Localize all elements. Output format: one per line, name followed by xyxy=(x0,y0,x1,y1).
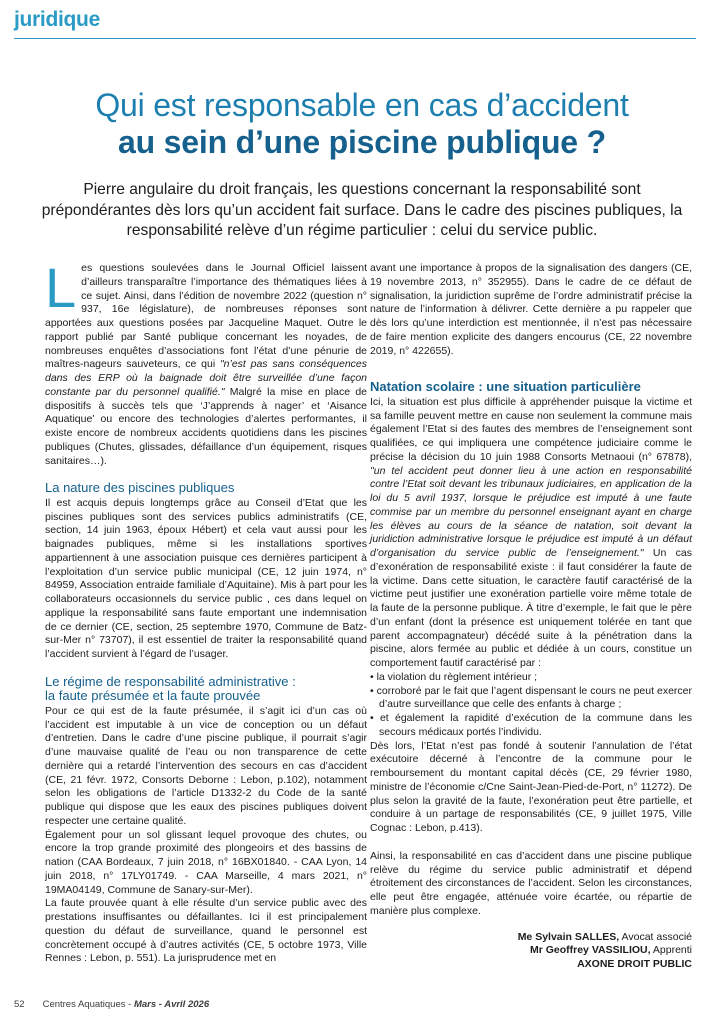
section-heading-regime: Le régime de responsabilité administrative : la faute présumée et la faute prouvée xyxy=(45,673,296,704)
conclusion-paragraph: Ainsi, la responsabilité en cas d’accident dans une piscine publique relève du régime du service public administratif et dépend étroitement des circonstances de l’accident. Selon les circonstances, elle peut être engagée, atténuée voire écartée, ou répartie de manière plus complexe. xyxy=(370,849,692,917)
author-1: Me Sylvain SALLES, Avocat associé xyxy=(517,930,692,943)
lead-paragraph: Pierre angulaire du droit français, les questions concernant la responsabilité sont prépondérantes dès lors qu’un accident fait surface. Dans le cadre des piscines publiques, la responsabilité relève d’un régime particulier : celui du service public. xyxy=(41,181,683,239)
author-2: Mr Geoffrey VASSILIOU, Apprenti xyxy=(529,944,692,956)
page-footer xyxy=(14,999,209,1010)
intro-text-end: Malgré la mise en place de dispositifs à succès tels que ‘J’apprends à nager’ et ‘Aisance Aquatique’ ou encore des technologies d’alertes performantes, il existe encore de nombreux accidents quotidiens dans les piscines publiques (Chutes, glissades, défaillance d’un équipement, risques sanitaires…). xyxy=(45,385,367,467)
page-number: 52 xyxy=(14,999,25,1010)
natation-paragraph-1: Ici, la situation est plus difficile à appréhender puisque la victime et sa famille peuvent mettre en cause non seulement la commune mais également l’Etat si des fautes des membres de l’enseignement sont qualifiées, ce qui impliquera une compétence judiciaire comme le précise la décision du 10 juin 1988 Consorts Metnaoui (n° 67878), "un tel accident peut donner lieu à une action en responsabilité contre l’Etat soit devant les tribunaux judiciaires, en application de la loi du 5 avril 1937, lorsque le préjudice est imputé à une faute commise par un membre du personnel enseignant ayant en charge les élèves au cours de la séance de natation, soit devant la juridiction administrative lorsque le préjudice est imputé à un défaut d’organisation du service public de l’enseignement." Un cas d’exonération de responsabilité existe : il faut considérer la faute de la victime. Dans cette situation, le caractère fautif caractérisé de la victime peut justifier une exonération partielle voire même totale de la faute de la personne publique. À titre d’exemple, le fait que le père d’un enfant (dont la présence est uniquement tolérée en tant que parent accompagnateur) décédé suite à la pénétration dans la piscine, alors fermée au public et dédiée à un cours, constitue un comportement fautif caractérisé par : xyxy=(370,395,692,669)
article-title xyxy=(0,87,724,161)
faute-list xyxy=(370,671,692,740)
regime-paragraph-4: avant une importance à propos de la signalisation des dangers (CE, 19 novembre 2013, n° 352955). Dans le cadre de ce défaut de signalisation, la juridiction suprême de l’ordre administratif précise la nature de l’information à délivrer. Cette dernière a pu rappeler que dès lors qu’une interdiction est mentionnée, il n’est pas nécessaire de faire mention explicite des dangers encourus (CE, 22 novembre 2019, n° 422655). xyxy=(370,262,692,357)
natation-paragraph-2: Dès lors, l’Etat n’est pas fondé à soutenir l’annulation de l’état exécutoire décerné à l’encontre de la commune pour le remboursement du montant capital décès (CE, 29 février 1980, ministre de l’économie c/Cne Saint-Jean-Pied-de-Port, n° 11272). De plus selon la gravité de la faute, l’exonération peut être partielle, et conduire à un partage de responsabilités (CE, 9 juillet 1975, Ville Cognac : Lebon, p.413). xyxy=(370,739,692,834)
section-heading-nature: La nature des piscines publiques xyxy=(45,480,235,496)
section-heading-natation: Natation scolaire : une situation particulière xyxy=(370,379,641,395)
intro-quote: "n’est pas sans conséquences dans des ERP où la baignade doit être surveillée d’une façon constante par du personnel qualifié." xyxy=(45,358,367,398)
intro-paragraph xyxy=(45,256,367,468)
intro-text: es questions soulevées dans le Journal Officiel laissent d’ailleurs transparaître l’importance des thématiques liées à ce sujet. Ainsi, dans l’édition de novembre 2022 (question n° 937, 16e législature), de nombreuses réponses sont apportées aux questions posées par Jacqueline Maquet. Outre le rapport publié par Santé publique concernant les noyades, de nombreuses enquêtes d’associations font l’état d’une pénurie de maîtres-nageurs sauveteurs, ce qui xyxy=(45,262,367,371)
list-item: • et également la rapidité d’exécution de la commune dans les secours médicaux portés l’individu. xyxy=(370,712,693,738)
regime-paragraph-1: Pour ce qui est de la faute présumée, il s’agit ici d’un cas où l’accident est imputable à un vice de conception ou un défaut d’entretien. Dans le cadre d’une piscine publique, il pourrait s’agir d’une mauvaise qualité de l’eau ou non transparence de cette dernière qui a retardé l’intervention des secours en cas d’accident (CE, 21 févr. 1972, Consorts Deborne : Lebon, p.102), notamment selon les obligations de l’article D1332-2 du Code de la santé publique qui dispose que les eaux des piscines publiques doivent respecter une certaine qualité. xyxy=(45,704,367,827)
regime-paragraph-3: La faute prouvée quant à elle résulte d’un service public avec des prestations insuffisantes ou défaillantes. Ici il est principalement question du défaut de surveillance, quand le personnel est concrètement occupé à d’autres activités (CE, 5 octobre 1973, Ville Rennes : Lebon, p. 551). La jurisprudence met en xyxy=(45,897,367,965)
list-item: • corroboré par le fait que l’agent dispensant le cours ne peut exercer d’autre surveillance que celle des enfants à charge ; xyxy=(370,684,693,711)
header-divider xyxy=(14,38,696,39)
column-right xyxy=(370,262,692,971)
issue-date: Mars - Avril 2026 xyxy=(133,999,210,1010)
drop-cap: L xyxy=(45,256,77,319)
list-item: • la violation du règlement intérieur ; xyxy=(370,670,538,683)
title-line-1: Qui est responsable en cas d’accident xyxy=(95,87,629,123)
title-line-2: au sein d’une piscine publique ? xyxy=(118,124,606,160)
magazine-name: Centres Aquatiques - xyxy=(42,999,134,1010)
signature-block xyxy=(370,931,692,972)
section-body-nature: Il est acquis depuis longtemps grâce au Conseil d’Etat que les piscines publiques sont des services publics administratifs (CE, section, 14 juin 1963, époux Hébert) et cela vaut aussi pour les baignades publiques, même si les installations sportives appartiennent à une association puisque ces dernières participent à l’exploitation d’un service public municipal (CE, 12 juin 1974, n° 84959, Association entraide familiale d’Aquitaine). Mis à part pour les collaborateurs occasionnels du service public , ces dans lequel on applique la responsabilité sans faute emportant une indemnisation de ce dernier (CE, section, 25 septembre 1970, Commune de Batz-sur-Mer n° 73707), il est essentiel de traiter la responsabilité quand l’accident survient à l’égard de l’usager. xyxy=(45,496,367,660)
column-left xyxy=(45,256,367,966)
regime-paragraph-2: Également pour un sol glissant lequel provoque des chutes, ou encore la trop grande proximité des plongeoirs et des bassins de nation (CAA Bordeaux, 7 juin 2018, n° 16BX01840. - CAA Lyon, 14 juin 2018, n° 17LY01749. - CAA Marseille, 4 mars 2021, n° 19MA04149, Commune de Sanary-sur-Mer). xyxy=(45,828,367,896)
law-firm: AXONE DROIT PUBLIC xyxy=(577,957,692,970)
natation-quote: "un tel accident peut donner lieu à une action en responsabilité contre l’Etat soit devant les tribunaux judiciaires, en application de la loi du 5 avril 1937, lorsque le préjudice est imputé à une faute commise par un membre du personnel enseignant ayant en charge les élèves au cours de la séance de natation, soit devant la juridiction administrative lorsque le préjudice est imputé à un défaut d’organisation du service public de l’enseignement." xyxy=(370,464,692,559)
section-label: juridique xyxy=(14,8,100,31)
